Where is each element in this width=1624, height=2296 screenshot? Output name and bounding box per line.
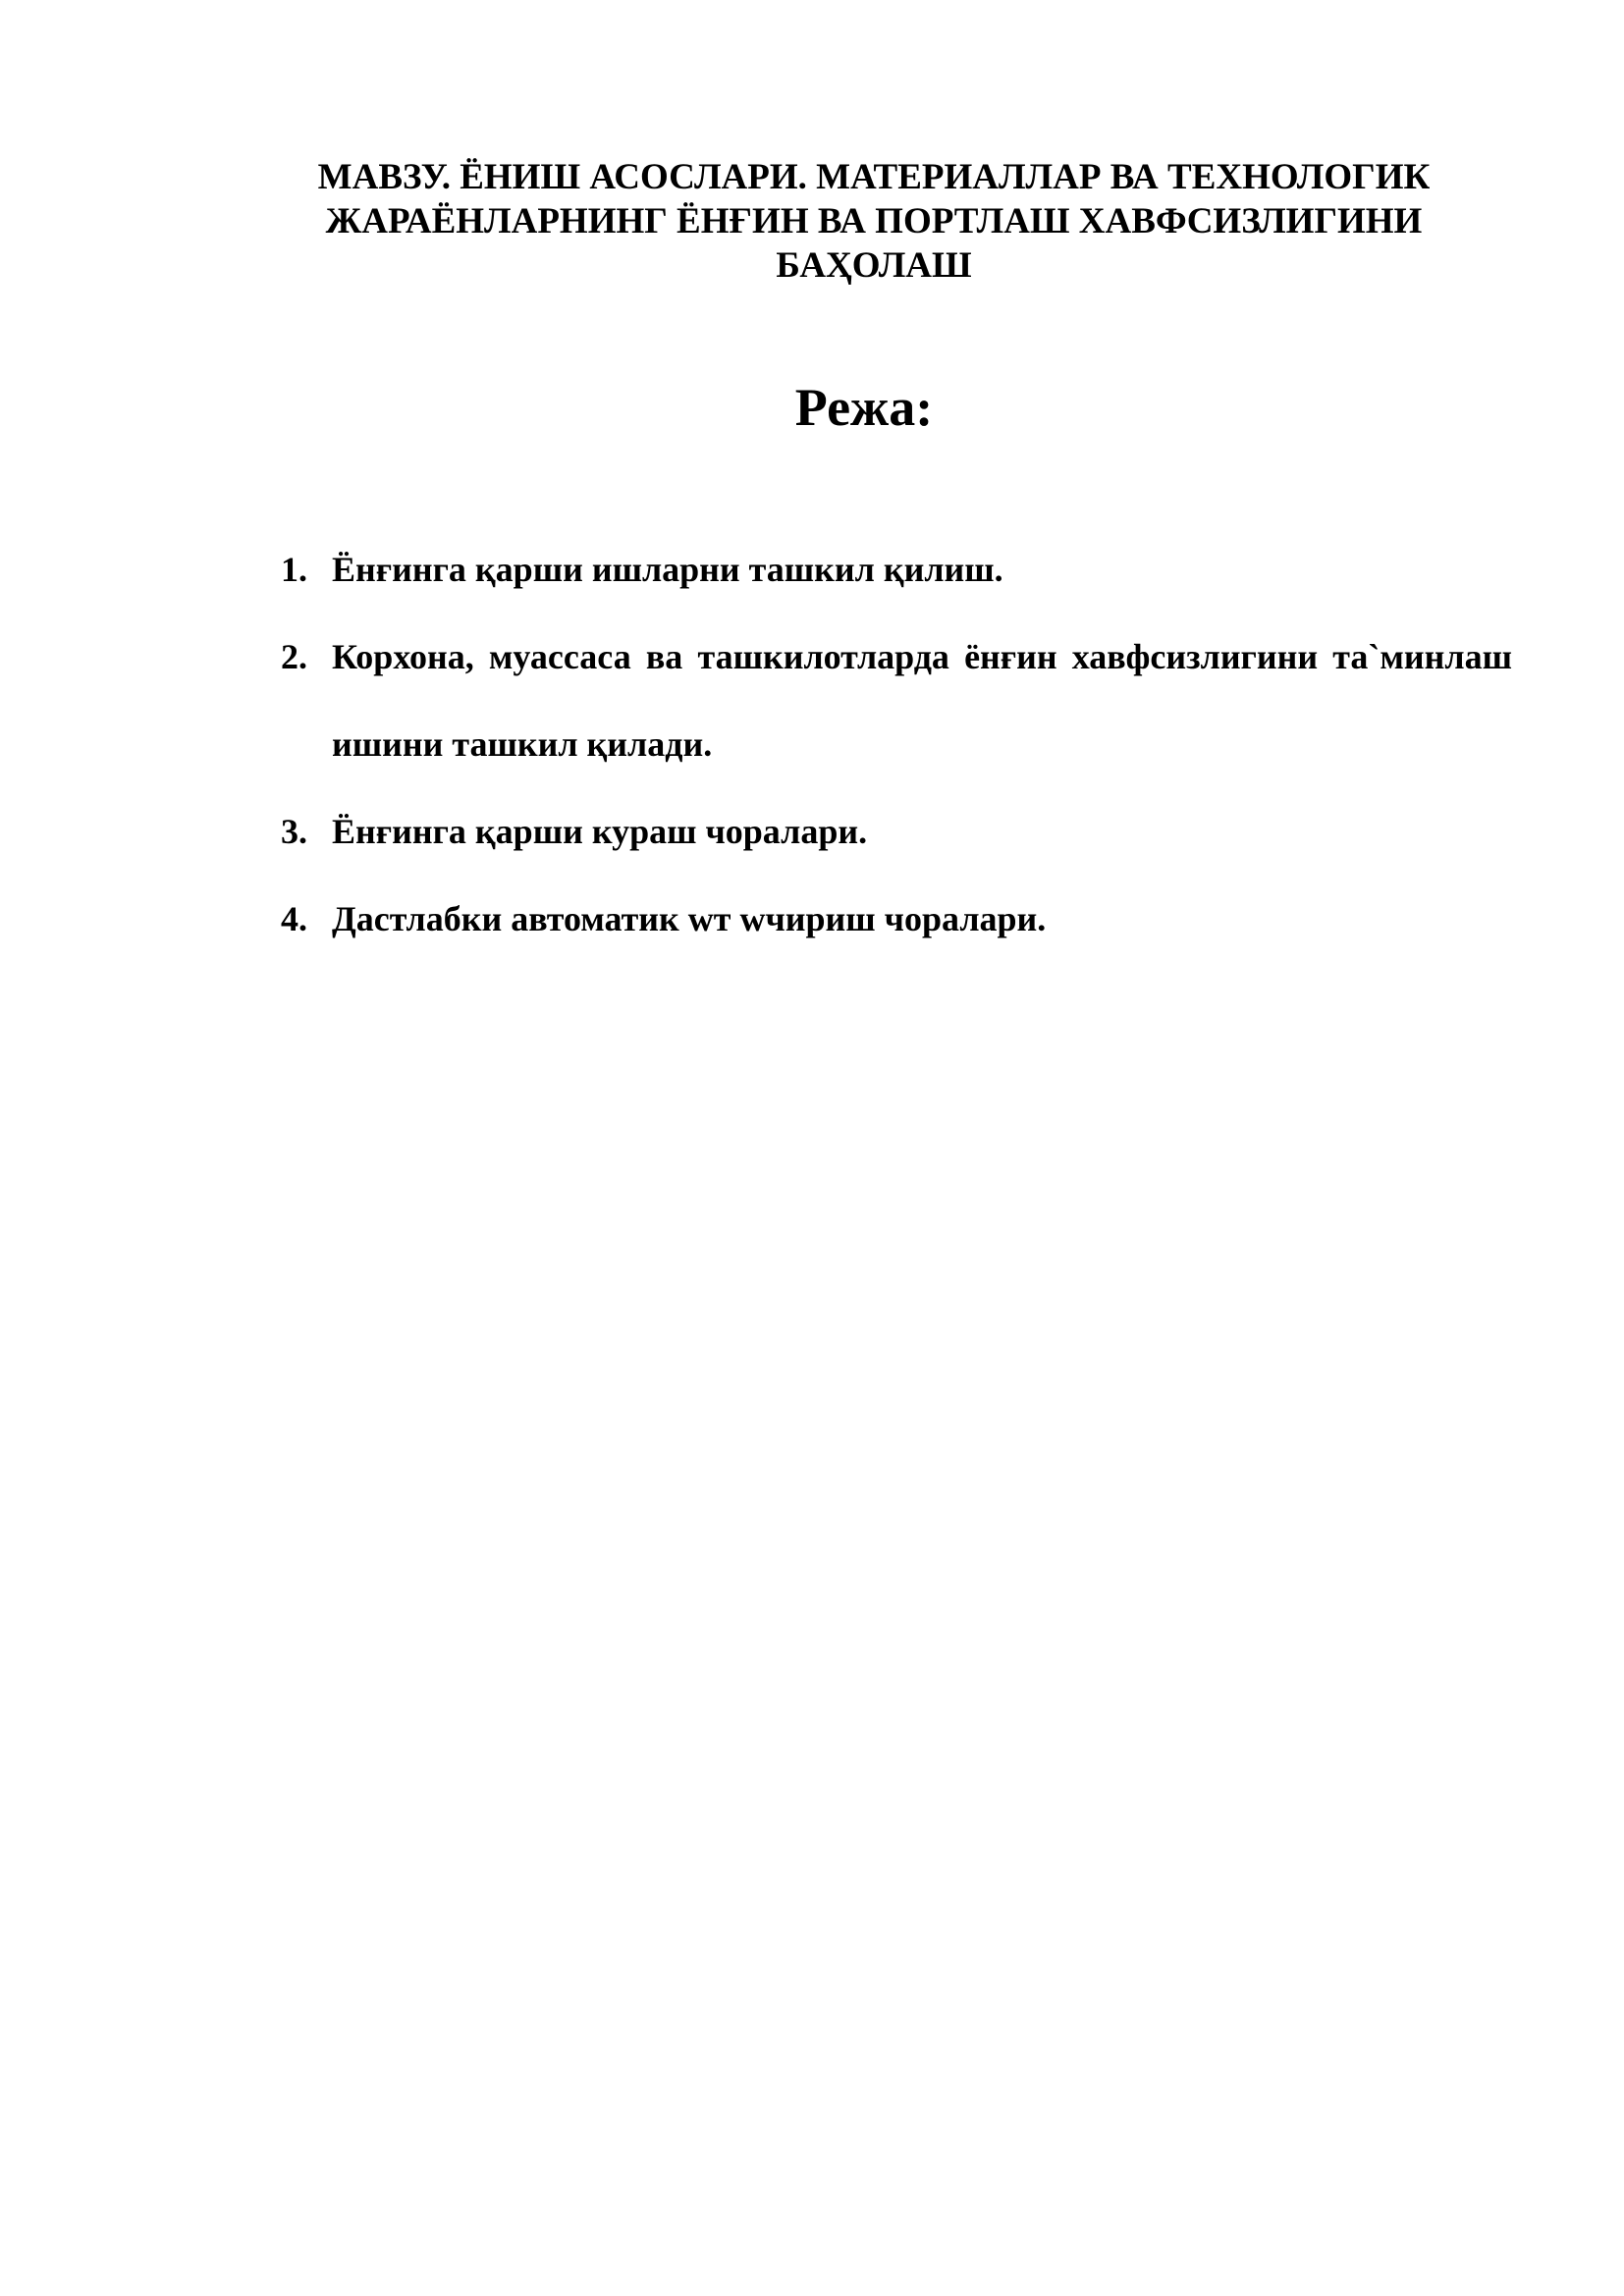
plan-item-number: 2. [281, 637, 307, 676]
plan-item-number: 1. [281, 550, 307, 589]
document-title [236, 155, 1512, 288]
plan-item-number: 4. [281, 899, 307, 938]
plan-item-1 [275, 526, 1512, 614]
plan-item-text: Корхона, муассаса ва ташкилотларда ёнғин хавфсизлигини та`минлаш ишини ташкил қилади. [332, 637, 1512, 764]
plan-list [275, 526, 1512, 963]
plan-heading: Режа: [794, 378, 934, 437]
plan-item-4 [275, 876, 1512, 963]
plan-item-text: Ёнғинга қарши ишларни ташкил қилиш. [332, 550, 1003, 589]
plan-item-number: 3. [281, 812, 307, 851]
title-line-3: БАҲОЛАШ [776, 245, 972, 286]
plan-item-text: Дастлабки автоматик wт wчириш чоралари. [332, 899, 1047, 938]
plan-item-2 [275, 614, 1512, 788]
plan-item-text: Ёнғинга қарши кураш чоралари. [332, 812, 868, 851]
title-line-2: ЖАРАЁНЛАРНИНГ ЁНҒИН ВА ПОРТЛАШ ХАВФСИЗЛИГИНИ [325, 201, 1423, 241]
title-line-1: МАВЗУ. ЁНИШ АСОСЛАРИ. МАТЕРИАЛЛАР ВА ТЕХНОЛОГИК [317, 157, 1431, 197]
plan-item-3 [275, 788, 1512, 876]
